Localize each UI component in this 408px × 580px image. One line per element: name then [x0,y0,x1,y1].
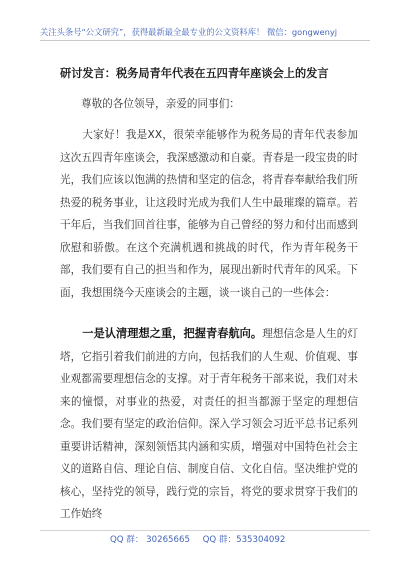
header-banner: 关注头条号“公文研究”，获得最新最全最专业的公文资料库！ 微信：gongwenyj [40,27,338,37]
paragraph-intro: 大家好！我是XX，很荣幸能够作为税务局的青年代表参加这次五四青年座谈会，我深感激动和自豪。青春是一段宝贵的时光，我们应该以饱满的热情和坚定的信念，将青春奉献给我们所热爱的税务事业，让这段时光成为我们人生中最璀璨的篇章。若干年后，当我们回首往事，能够为自己曾经的努力和付出而感到欣慰和骄傲。在这个充满机遇和挑战的时代，作为青年税务干部，我们要有自己的担当和作为，展现出新时代青年的风采。下面，我想围绕今天座谈会的主题，谈一谈自己的一些体会： [60,129,358,299]
point-1-heading: 一是认清理想之重，把握青春航向。 [82,327,263,340]
paragraph-point-1 [60,323,358,526]
footer-qq-group-1: QQ 群： 30265665 [110,535,190,545]
footer-contact [110,534,310,546]
point-1-body: 理想信念是人生的灯塔，它指引着我们前进的方向，包括我们的人生观、价值观、事业观都需要理想信念的支撑。对于青年税务干部来说，我们对未来的憧憬，对事业的热爱，对责任的担当都源于坚定的理想信念。我们要有坚定的政治信仰。深入学习领会习近平总书记系列重要讲话精神，深刻领悟其内涵和实质，增强对中国特色社会主义的道路自信、理论自信、制度自信、文化自信。坚决维护党的核心，坚持党的领导，践行党的宗旨，将党的要求贯穿于我们的工作始终 [60,328,358,520]
footer-qq-group-2: QQ 群：535304092 [202,535,286,545]
document-title: 研讨发言：税务局青年代表在五四青年座谈会上的发言 [60,67,329,80]
salutation: 尊敬的各位领导，亲爱的同事们： [81,98,240,110]
header-divider [40,40,370,41]
footer-divider [40,530,370,531]
